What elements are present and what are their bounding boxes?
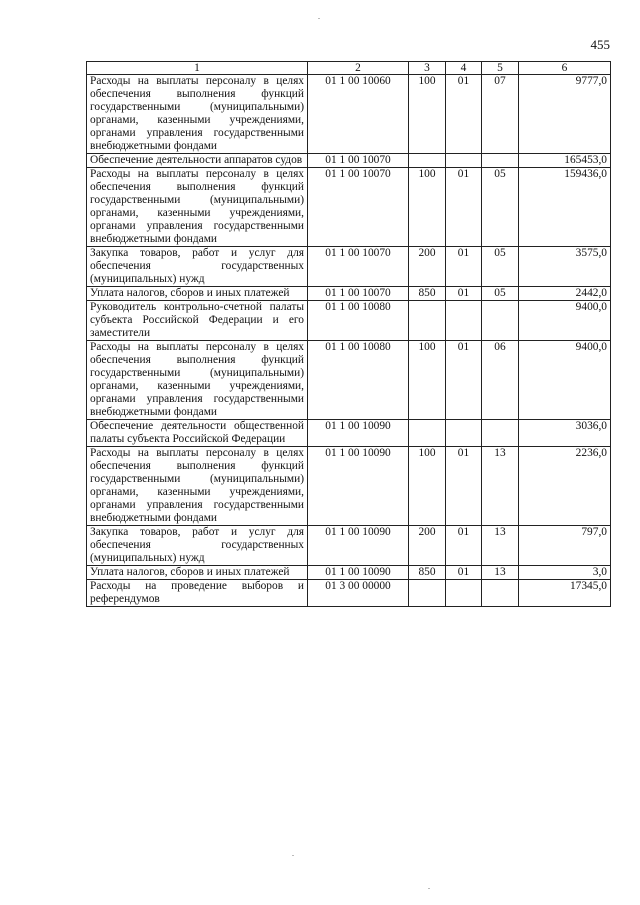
- subsection-cell: 05: [482, 247, 519, 287]
- section-cell: 01: [446, 447, 482, 526]
- table-row: [87, 287, 611, 301]
- row-name-cell: Уплата налогов, сборов и иных платежей: [87, 287, 308, 301]
- expense-type-cell: 100: [409, 447, 446, 526]
- target-code-cell: 01 1 00 10070: [308, 168, 409, 247]
- row-name-cell: Расходы на выплаты персоналу в целях обеспечения выполнения функций государственными (муниципальными) органами, казенными учреждениями, органами управления государственными внебюджетными фондами: [87, 447, 308, 526]
- subsection-cell: [482, 420, 519, 447]
- section-cell: [446, 154, 482, 168]
- table-row: [87, 420, 611, 447]
- expense-type-cell: 100: [409, 75, 446, 154]
- amount-cell: 797,0: [519, 526, 611, 566]
- amount-cell: 159436,0: [519, 168, 611, 247]
- target-code-cell: 01 1 00 10070: [308, 247, 409, 287]
- column-header: 1: [87, 62, 308, 75]
- row-name-cell: Закупка товаров, работ и услуг для обеспечения государственных (муниципальных) нужд: [87, 247, 308, 287]
- expense-type-cell: [409, 580, 446, 607]
- section-cell: 01: [446, 75, 482, 154]
- row-name-cell: Руководитель контрольно-счетной палаты субъекта Российской Федерации и его заместители: [87, 301, 308, 341]
- column-header: 2: [308, 62, 409, 75]
- table-row: [87, 526, 611, 566]
- row-name-cell: Обеспечение деятельности общественной палаты субъекта Российской Федерации: [87, 420, 308, 447]
- target-code-cell: 01 1 00 10090: [308, 420, 409, 447]
- expense-type-cell: 100: [409, 341, 446, 420]
- amount-cell: 9777,0: [519, 75, 611, 154]
- amount-cell: 2236,0: [519, 447, 611, 526]
- table-row: [87, 168, 611, 247]
- table-row: [87, 447, 611, 526]
- amount-cell: 3575,0: [519, 247, 611, 287]
- subsection-cell: 13: [482, 526, 519, 566]
- expense-type-cell: 200: [409, 526, 446, 566]
- section-cell: 01: [446, 168, 482, 247]
- subsection-cell: [482, 580, 519, 607]
- subsection-cell: 13: [482, 566, 519, 580]
- amount-cell: 3,0: [519, 566, 611, 580]
- target-code-cell: 01 3 00 00000: [308, 580, 409, 607]
- section-cell: 01: [446, 247, 482, 287]
- table-row: [87, 75, 611, 154]
- section-cell: 01: [446, 566, 482, 580]
- amount-cell: 165453,0: [519, 154, 611, 168]
- subsection-cell: 07: [482, 75, 519, 154]
- subsection-cell: 06: [482, 341, 519, 420]
- section-cell: 01: [446, 526, 482, 566]
- column-header: 4: [446, 62, 482, 75]
- target-code-cell: 01 1 00 10070: [308, 287, 409, 301]
- subsection-cell: [482, 154, 519, 168]
- amount-cell: 2442,0: [519, 287, 611, 301]
- amount-cell: 17345,0: [519, 580, 611, 607]
- subsection-cell: [482, 301, 519, 341]
- table-row: [87, 301, 611, 341]
- amount-cell: 3036,0: [519, 420, 611, 447]
- target-code-cell: 01 1 00 10090: [308, 447, 409, 526]
- table-row: [87, 154, 611, 168]
- expense-type-cell: [409, 301, 446, 341]
- section-cell: [446, 580, 482, 607]
- table-row: [87, 566, 611, 580]
- amount-cell: 9400,0: [519, 301, 611, 341]
- expense-type-cell: 100: [409, 168, 446, 247]
- target-code-cell: 01 1 00 10060: [308, 75, 409, 154]
- row-name-cell: Расходы на выплаты персоналу в целях обеспечения выполнения функций государственными (муниципальными) органами, казенными учреждениями, органами управления государственными внебюджетными фондами: [87, 75, 308, 154]
- row-name-cell: Расходы на проведение выборов и референдумов: [87, 580, 308, 607]
- subsection-cell: 13: [482, 447, 519, 526]
- target-code-cell: 01 1 00 10080: [308, 301, 409, 341]
- amount-cell: 9400,0: [519, 341, 611, 420]
- table-row: [87, 247, 611, 287]
- target-code-cell: 01 1 00 10090: [308, 526, 409, 566]
- target-code-cell: 01 1 00 10080: [308, 341, 409, 420]
- row-name-cell: Расходы на выплаты персоналу в целях обеспечения выполнения функций государственными (муниципальными) органами, казенными учреждениями, органами управления государственными внебюджетными фондами: [87, 341, 308, 420]
- row-name-cell: Закупка товаров, работ и услуг для обеспечения государственных (муниципальных) нужд: [87, 526, 308, 566]
- expense-type-cell: 850: [409, 566, 446, 580]
- section-cell: 01: [446, 287, 482, 301]
- column-number-row: [87, 62, 611, 75]
- table-row: [87, 580, 611, 607]
- expense-type-cell: 850: [409, 287, 446, 301]
- target-code-cell: 01 1 00 10070: [308, 154, 409, 168]
- section-cell: 01: [446, 341, 482, 420]
- section-cell: [446, 301, 482, 341]
- table-row: [87, 341, 611, 420]
- row-name-cell: Расходы на выплаты персоналу в целях обеспечения выполнения функций государственными (муниципальными) органами, казенными учреждениями, органами управления государственными внебюджетными фондами: [87, 168, 308, 247]
- column-header: 6: [519, 62, 611, 75]
- subsection-cell: 05: [482, 168, 519, 247]
- column-header: 3: [409, 62, 446, 75]
- page-number: 455: [590, 37, 610, 52]
- expense-type-cell: [409, 154, 446, 168]
- expense-type-cell: 200: [409, 247, 446, 287]
- column-header: 5: [482, 62, 519, 75]
- expense-type-cell: [409, 420, 446, 447]
- row-name-cell: Уплата налогов, сборов и иных платежей: [87, 566, 308, 580]
- subsection-cell: 05: [482, 287, 519, 301]
- budget-table: [86, 61, 611, 607]
- section-cell: [446, 420, 482, 447]
- row-name-cell: Обеспечение деятельности аппаратов судов: [87, 154, 308, 168]
- target-code-cell: 01 1 00 10090: [308, 566, 409, 580]
